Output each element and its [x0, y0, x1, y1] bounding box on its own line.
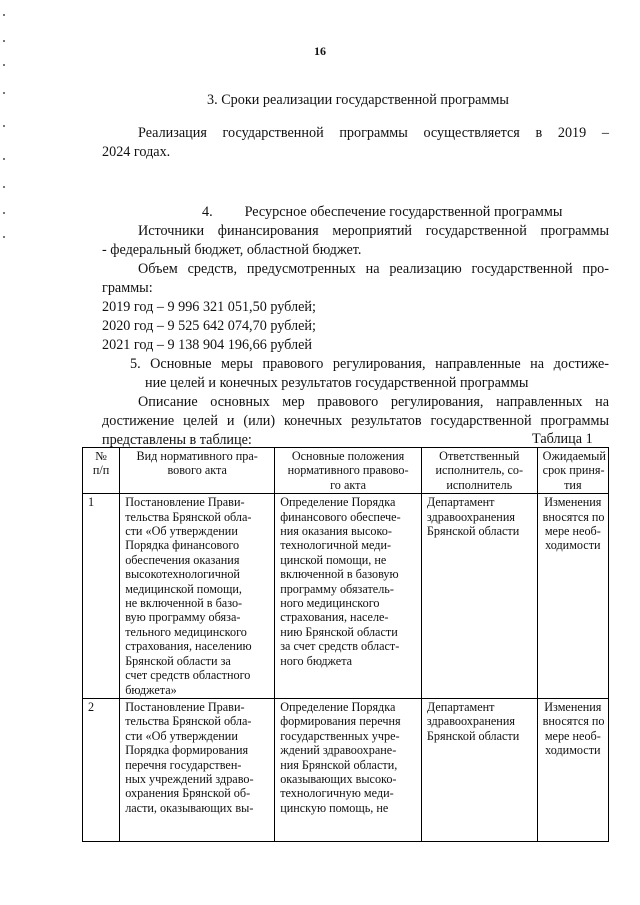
row-number: 1: [83, 494, 120, 699]
section-5-p-line-1: Описание основных мер правового регулирования, направленных на: [138, 394, 609, 410]
header-main-provisions: Основные положения нормативного правово- го акта: [275, 448, 422, 494]
table-caption: Таблица 1: [532, 431, 593, 447]
legal-measures-table: [82, 447, 609, 842]
row-number: 2: [83, 698, 120, 841]
section-5-title-line-2: ние целей и конечных результатов государственной программы: [145, 375, 529, 391]
section-3-text-line-2: 2024 годах.: [102, 144, 171, 160]
section-5-title-line-1: 5. Основные меры правового регулирования, направленные на достиже-: [130, 356, 609, 372]
funding-year-2019: 2019 год – 9 996 321 051,50 рублей;: [102, 299, 316, 315]
section-4-p1-line-2: - федеральный бюджет, областной бюджет.: [102, 242, 362, 258]
section-4-p1-line-1: Источники финансирования мероприятий государственной программы: [138, 223, 609, 239]
act-type-cell: Постановление Прави- тельства Брянской обла- сти «Об утверждении Порядка финансового обеспечения оказания высокотехнологичной медицинской помощи, не включенной в базо- вую программу обяза- тельного медицинского страхования, населению Брянской области за счет средств областного бюджета»: [120, 494, 275, 699]
section-4-p2-line-1: Объем средств, предусмотренных на реализацию государственной про-: [138, 261, 609, 277]
header-executor: Ответственный исполнитель, со- исполнитель: [421, 448, 537, 494]
header-act-type: Вид нормативного пра- вового акта: [120, 448, 275, 494]
header-expected-term: Ожидаемый срок приня- тия: [537, 448, 608, 494]
section-3-title: 3. Сроки реализации государственной программы: [207, 92, 509, 108]
term-cell: Изменения вносятся по мере необ- ходимости: [537, 494, 608, 699]
funding-year-2020: 2020 год – 9 525 642 074,70 рублей;: [102, 318, 316, 334]
table-row: [83, 698, 609, 841]
provisions-cell: Определение Порядка финансового обеспече- ния оказания высоко- технологичной меди- цинской помощи, не включенной в базовую программу обязатель- ного медицинского страхования, населе- нию Брянской области за счет средств област- ного бюджета: [275, 494, 422, 699]
executor-cell: Департамент здравоохранения Брянской области: [421, 494, 537, 699]
executor-cell: Департамент здравоохранения Брянской области: [421, 698, 537, 841]
page-number: 16: [314, 44, 326, 58]
term-cell: Изменения вносятся по мере необ- ходимости: [537, 698, 608, 841]
scan-margin-marks: [3, 0, 6, 905]
section-4-title: 4. Ресурсное обеспечение государственной программы: [202, 204, 563, 220]
header-number: № п/п: [83, 448, 120, 494]
section-4-p2-line-2: граммы:: [102, 280, 153, 296]
funding-year-2021: 2021 год – 9 138 904 196,66 рублей: [102, 337, 312, 353]
section-5-p-line-2: достижение целей и (или) конечных результатов государственной программы: [102, 413, 609, 429]
table-header-row: [83, 448, 609, 494]
provisions-cell: Определение Порядка формирования перечня государственных учре- ждений здравоохране- ния Брянской области, оказывающих высоко- технологичную меди- цинскую помощь, не: [275, 698, 422, 841]
act-type-cell: Постановление Прави- тельства Брянской обла- сти «Об утверждении Порядка формирования перечня государствен- ных учреждений здраво- охранения Брянской об- ласти, оказывающих вы-: [120, 698, 275, 841]
section-5-p-line-3: представлены в таблице:: [102, 432, 252, 448]
table-row: [83, 494, 609, 699]
section-3-text-line-1: Реализация государственной программы осуществляется в 2019 –: [138, 125, 609, 141]
